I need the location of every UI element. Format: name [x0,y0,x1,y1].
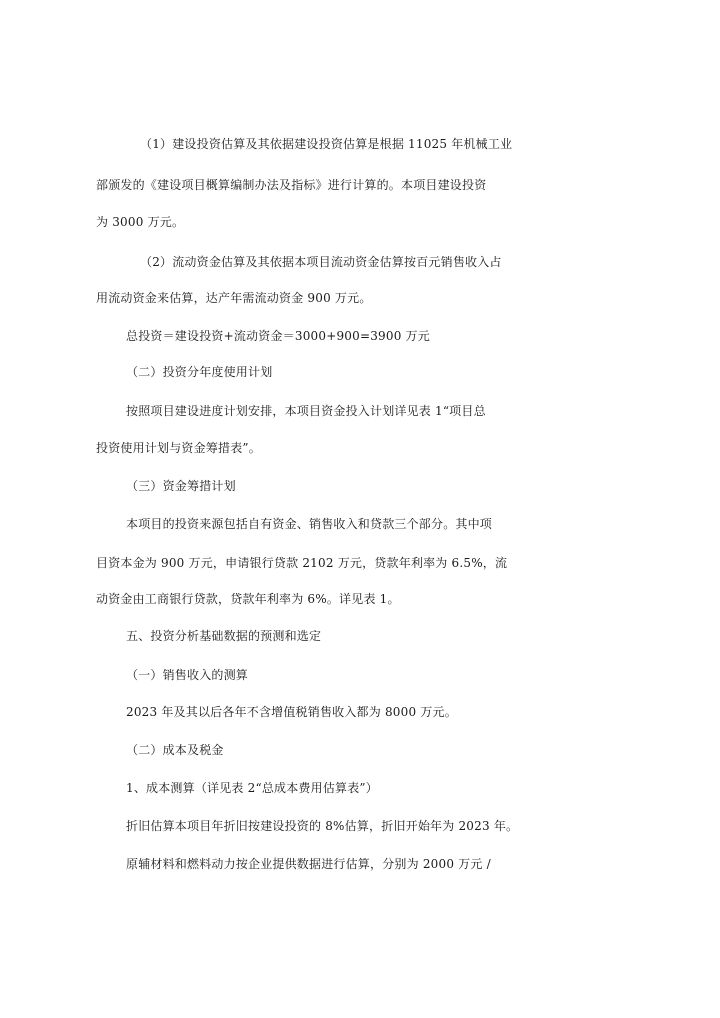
section-heading: 1、成本测算（详见表 2“总成本费用估算表”） [126,781,378,795]
text-line: 按照项目建设进度计划安排，本项目资金投入计划详见表 1“项目总 [126,404,486,418]
section-heading: （一）销售收入的测算 [126,668,249,682]
text-line: 用流动资金来估算，达产年需流动资金 900 万元。 [96,291,372,305]
text-line: 部颁发的《建设项目概算编制办法及指标》进行计算的。本项目建设投资 [96,178,487,192]
text-line: 总投资＝建设投资+流动资金＝3000+900=3900 万元 [126,329,430,343]
text-line: 投资使用计划与资金筹措表”。 [96,441,261,455]
text-line: （2）流动资金估算及其依据本项目流动资金估算按百元销售收入占 [140,255,502,269]
text-line: 原辅材料和燃料动力按企业提供数据进行估算，分别为 2000 万元 / [126,857,491,871]
text-line: 2023 年及其以后各年不含增值税销售收入都为 8000 万元。 [126,705,457,719]
text-line: 为 3000 万元。 [96,215,185,229]
section-heading: 五、投资分析基础数据的预测和选定 [126,629,322,643]
text-line: （1）建设投资估算及其依据建设投资估算是根据 11025 年机械工业 [140,137,513,151]
text-line: 本项目的投资来源包括自有资金、销售收入和贷款三个部分。其中项 [126,517,493,531]
text-line: 目资本金为 900 万元，申请银行贷款 2102 万元，贷款年利率为 6.5%，流 [96,556,508,570]
section-heading: （二）成本及税金 [126,743,224,757]
text-line: 折旧估算本项目年折旧按建设投资的 8%估算，折旧开始年为 2023 年。 [126,819,519,833]
section-heading: （二）投资分年度使用计划 [126,365,273,379]
section-heading: （三）资金筹措计划 [126,479,236,493]
text-line: 动资金由工商银行贷款，贷款年利率为 6%。详见表 1。 [96,592,400,606]
